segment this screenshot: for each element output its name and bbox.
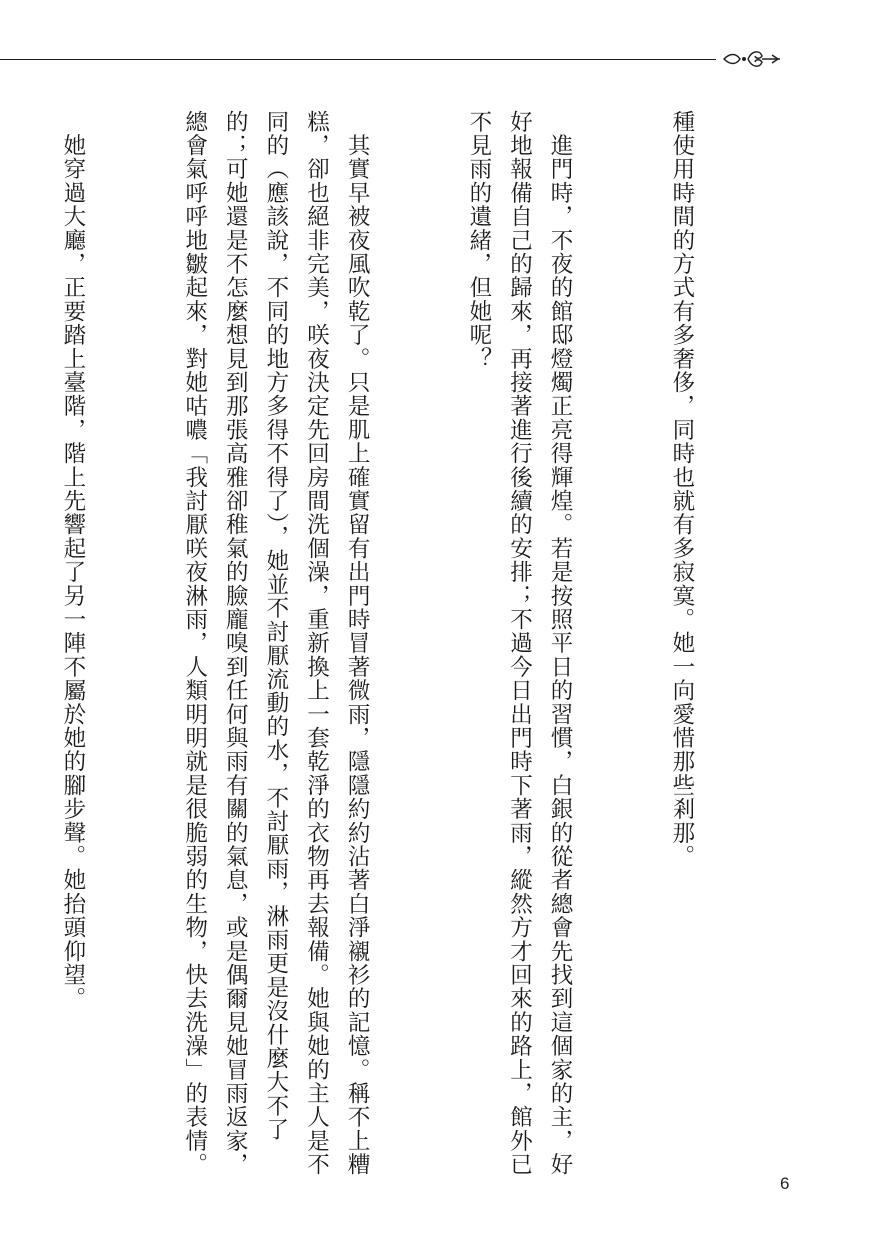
paragraph: 進門時，不夜的館邸燈燭正亮得輝煌。若是按照平日的習慣，白銀的從者總會先找到這個家的主，好好地報備自己的歸來，再接著進行後續的安排；不過今日出門時下著雨，縱然方才回來的路上，館外已不見雨的遺緒，但她呢？ — [465, 110, 574, 1177]
body-text — [0, 110, 783, 1180]
page-number: 6 — [780, 1174, 790, 1193]
paragraph: 她穿過大廳，正要踏上臺階，階上先響起了另一陣不屬於她的腳步聲。她抬頭仰望。 — [59, 110, 86, 1011]
paragraph: 其實早被夜風吹乾了。只是肌上確實留有出門時冒著微雨，隱隱約約沾著白淨襯衫的記憶。稱不上糟糕，卻也絕非完美，咲夜決定先回房間洗個澡，重新換上一套乾淨的衣物再去報備。她與她的主人是不同的（應該說，不同的地方多得不得了），她並不討厭流動的水，不討厭雨，淋雨更是沒什麼大不了的；可她還是不怎麼想見到那張高雅卻稚氣的臉龐嗅到任何與雨有關的氣息，或是偶爾見她冒雨返家，總會氣呼呼地皺起來，對她咕噥「我討厭咲夜淋雨，人類明明就是很脆弱的生物，快去洗澡」的表情。 — [181, 110, 371, 1177]
paragraph: 種使用時間的方式有多奢侈，同時也就有多寂寞。她一向愛惜那些剎那。 — [668, 110, 695, 869]
header-rule — [0, 59, 716, 60]
flourish-ornament-icon — [722, 47, 782, 71]
